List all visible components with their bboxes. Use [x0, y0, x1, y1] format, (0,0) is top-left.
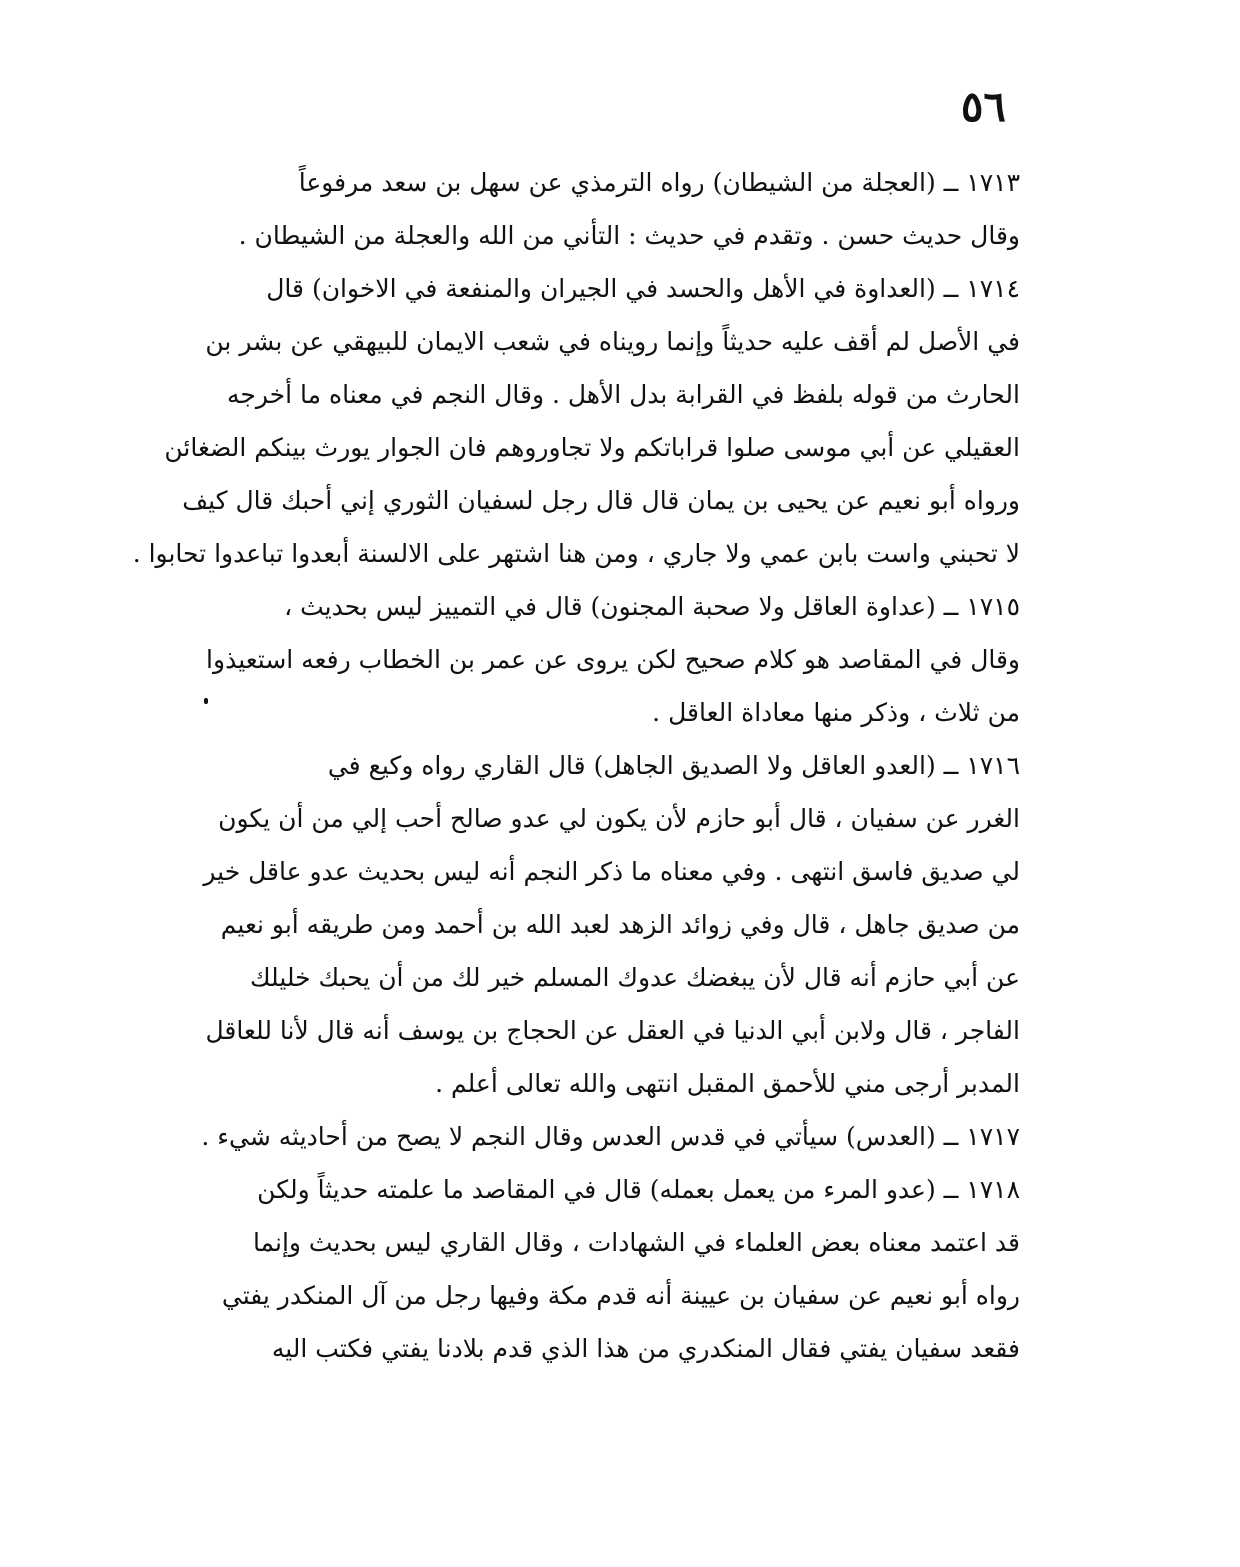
text-line-14: لي صديق فاسق انتهى . وفي معناه ما ذكر النجم أنه ليس بحديث عدو عاقل خير [203, 857, 1020, 886]
text-line-17: الفاجر ، قال ولابن أبي الدنيا في العقل عن الحجاج بن يوسف أنه قال لأنا للعاقل [205, 1016, 1020, 1045]
text-line-4: في الأصل لم أقف عليه حديثاً وإنما رويناه في شعب الايمان للبيهقي عن بشر بن [205, 327, 1020, 356]
body-text [132, 156, 1020, 1375]
text-line-9: ١٧١٥ ــ (عداوة العاقل ولا صحبة المجنون) قال في التمييز ليس بحديث ، [284, 592, 1020, 621]
text-line-1: ١٧١٣ ــ (العجلة من الشيطان) رواه الترمذي عن سهل بن سعد مرفوعاً [298, 168, 1020, 197]
margin-mark [204, 698, 208, 704]
text-line-16: عن أبي حازم أنه قال لأن يبغضك عدوك المسلم خير لك من أن يحبك خليلك [249, 963, 1020, 992]
text-line-7: ورواه أبو نعيم عن يحيى بن يمان قال قال رجل لسفيان الثوري إني أحبك قال كيف [182, 486, 1020, 515]
text-line-23: فقعد سفيان يفتي فقال المنكدري من هذا الذي قدم بلادنا يفتي فكتب اليه [271, 1334, 1020, 1363]
text-line-3: ١٧١٤ ــ (العداوة في الأهل والحسد في الجيران والمنفعة في الاخوان) قال [266, 274, 1020, 303]
text-line-10: وقال في المقاصد هو كلام صحيح لكن يروى عن عمر بن الخطاب رفعه استعيذوا [206, 645, 1020, 674]
text-line-5: الحارث من قوله بلفظ في القرابة بدل الأهل . وقال النجم في معناه ما أخرجه [227, 380, 1020, 409]
text-line-22: رواه أبو نعيم عن سفيان بن عيينة أنه قدم مكة وفيها رجل من آل المنكدر يفتي [221, 1281, 1020, 1310]
text-line-21: قد اعتمد معناه بعض العلماء في الشهادات ، وقال القاري ليس بحديث وإنما [252, 1228, 1020, 1257]
text-line-18: المدبر أرجى مني للأحمق المقبل انتهى والله تعالى أعلم . [435, 1069, 1020, 1098]
text-line-12: ١٧١٦ ــ (العدو العاقل ولا الصديق الجاهل) قال القاري رواه وكيع في [327, 751, 1020, 780]
text-line-8: لا تحبني واست بابن عمي ولا جاري ، ومن هنا اشتهر على الالسنة أبعدوا تباعدوا تحابوا . [132, 539, 1020, 568]
text-line-6: العقيلي عن أبي موسى صلوا قراباتكم ولا تجاوروهم فان الجوار يورث بينكم الضغائن [164, 433, 1020, 462]
text-line-19: ١٧١٧ ــ (العدس) سيأتي في قدس العدس وقال النجم لا يصح من أحاديثه شيء . [201, 1122, 1020, 1151]
text-line-11: من ثلاث ، وذكر منها معاداة العاقل . [652, 698, 1020, 727]
text-line-2: وقال حديث حسن . وتقدم في حديث : التأني من الله والعجلة من الشيطان . [238, 221, 1020, 250]
page-number: ٥٦ [960, 82, 1006, 131]
text-line-20: ١٧١٨ ــ (عدو المرء من يعمل بعمله) قال في المقاصد ما علمته حديثاً ولكن [257, 1175, 1020, 1204]
text-line-15: من صديق جاهل ، قال وفي زوائد الزهد لعبد الله بن أحمد ومن طريقه أبو نعيم [220, 910, 1020, 939]
text-line-13: الغرر عن سفيان ، قال أبو حازم لأن يكون لي عدو صالح أحب إلي من أن يكون [218, 804, 1020, 833]
